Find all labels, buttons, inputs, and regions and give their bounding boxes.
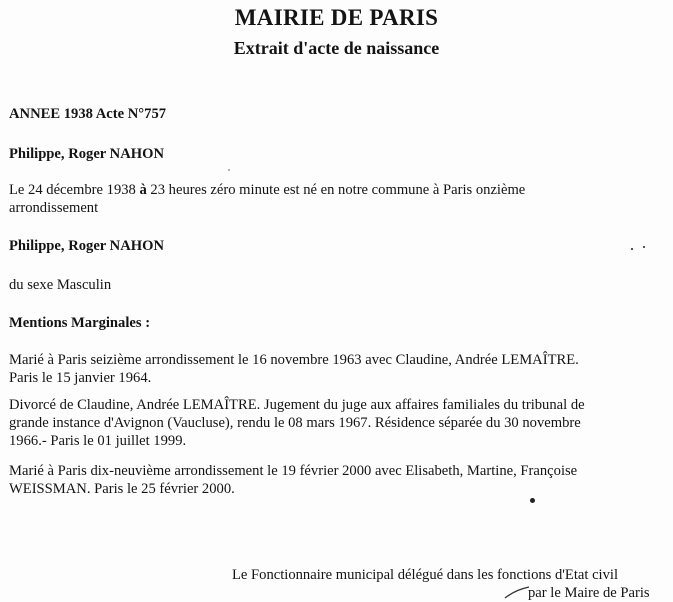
document-subtitle: Extrait d'acte de naissance	[233, 38, 440, 58]
mention-line: Marié à Paris seizième arrondissement le 16 novembre 1963 avec Claudine, Andrée LEMAÎTRE.	[9, 352, 579, 368]
ink-speck	[643, 246, 645, 248]
mention-line: Divorcé de Claudine, Andrée LEMAÎTRE. Jugement du juge aux affaires familiales du tribunal de	[9, 397, 585, 413]
sex-statement: du sexe Masculin	[9, 277, 112, 293]
child-name-repeat: Philippe, Roger NAHON	[9, 238, 164, 254]
mention-line: WEISSMAN. Paris le 25 février 2000.	[9, 481, 235, 497]
birth-statement-date: Le 24 décembre 1938	[9, 182, 140, 198]
signature-line-2: par le Maire de Paris	[528, 585, 650, 601]
mention-marriage-1963	[9, 351, 669, 387]
mention-divorce	[9, 396, 669, 450]
birth-statement-a: à	[139, 182, 147, 198]
mention-line: Marié à Paris dix-neuvième arrondissement le 19 février 2000 avec Elisabeth, Martine, Françoise	[9, 463, 578, 479]
ink-speck	[631, 248, 633, 250]
mentions-heading: Mentions Marginales :	[9, 315, 151, 331]
birth-statement-rest: 23 heures zéro minute est né en notre commune à Paris onzième	[146, 182, 526, 198]
mention-line: Paris le 15 janvier 1964.	[9, 370, 152, 386]
birth-statement-line-2: arrondissement	[9, 200, 99, 216]
child-name: Philippe, Roger NAHON	[9, 146, 164, 162]
mention-line: 1966.- Paris le 01 juillet 1999.	[9, 433, 187, 449]
signature-line-1: Le Fonctionnaire municipal délégué dans les fonctions d'Etat civil	[232, 567, 619, 583]
birth-statement-line-1	[9, 181, 525, 199]
document-title: MAIRIE DE PARIS	[234, 5, 439, 30]
mention-marriage-2000	[9, 462, 669, 498]
year-act-number: ANNEE 1938 Acte N°757	[9, 106, 167, 122]
ink-speck	[530, 498, 535, 503]
pen-stroke-mark	[503, 584, 533, 600]
ink-speck	[228, 169, 230, 171]
mention-line: grande instance d'Avignon (Vaucluse), rendu le 08 mars 1967. Résidence séparée du 30 novembre	[9, 415, 581, 431]
